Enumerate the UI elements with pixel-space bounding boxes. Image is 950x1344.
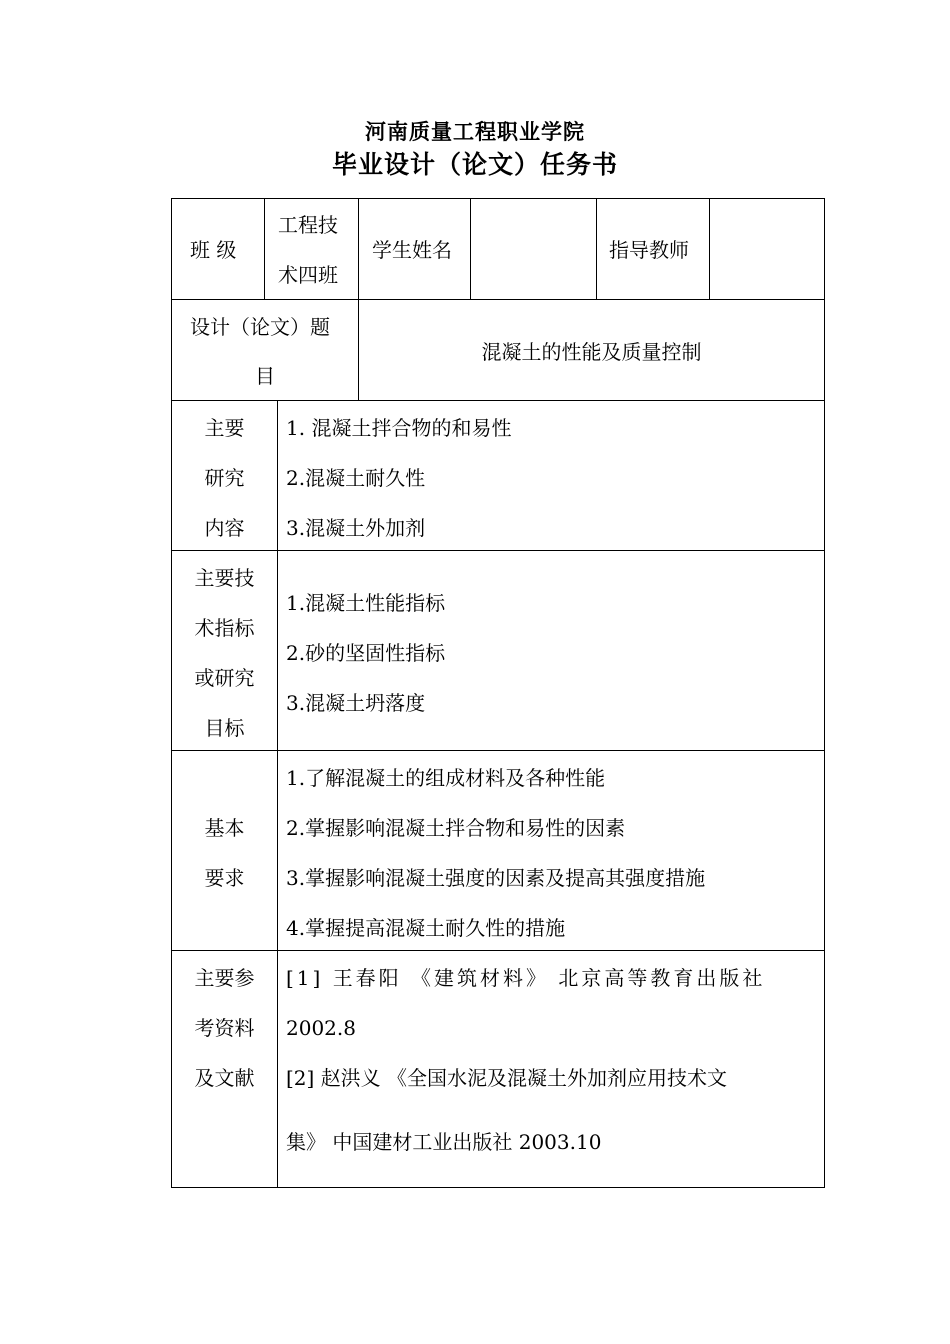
research-item-3: 3.混凝土外加剂	[286, 516, 426, 540]
research-item-1: 1. 混凝土拌合物的和易性	[286, 416, 512, 440]
class-label: 班 级	[190, 238, 237, 262]
requirements-label-2: 要求	[204, 866, 245, 890]
advisor-label: 指导教师	[609, 238, 689, 262]
references-label-1: 主要参	[194, 966, 255, 990]
research-item-2: 2.混凝土耐久性	[286, 466, 426, 490]
requirement-item-4: 4.掌握提高混凝土耐久性的措施	[286, 916, 566, 940]
student-name-label: 学生姓名	[372, 238, 452, 262]
references-label-3: 及文献	[194, 1066, 255, 1090]
research-label-1: 主要	[204, 416, 245, 440]
requirement-item-1: 1.了解混凝土的组成材料及各种性能	[286, 766, 606, 790]
requirement-item-2: 2.掌握影响混凝土拌合物和易性的因素	[286, 816, 626, 840]
document-title: 毕业设计（论文）任务书	[331, 150, 618, 179]
tech-item-1: 1.混凝土性能指标	[286, 591, 446, 615]
research-label-3: 内容	[204, 516, 245, 540]
tech-label-3: 或研究	[194, 666, 255, 690]
requirement-item-3: 3.掌握影响混凝土强度的因素及提高其强度措施	[286, 866, 706, 890]
reference-line-3: [2] 赵洪义 《全国水泥及混凝土外加剂应用技术文	[286, 1066, 728, 1090]
tech-label-2: 术指标	[194, 616, 255, 640]
tech-label-1: 主要技	[194, 566, 255, 590]
requirements-label-1: 基本	[204, 816, 245, 840]
topic-label-line2: 目	[255, 364, 275, 388]
tech-label-4: 目标	[204, 716, 245, 740]
class-value-line2: 术四班	[278, 263, 338, 287]
class-value-line1: 工程技	[278, 213, 338, 237]
tech-item-3: 3.混凝土坍落度	[286, 691, 426, 715]
research-label-2: 研究	[204, 466, 245, 490]
school-name: 河南质量工程职业学院	[365, 120, 585, 144]
references-label-2: 考资料	[194, 1016, 255, 1040]
tech-item-2: 2.砂的坚固性指标	[286, 641, 446, 665]
topic-label-line1: 设计（论文）题	[190, 315, 330, 339]
reference-line-1: [1] 王春阳 《建筑材料》 北京高等教育出版社	[286, 966, 766, 990]
reference-line-2: 2002.8	[286, 1016, 356, 1040]
reference-line-4: 集》 中国建材工业出版社 2003.10	[286, 1130, 602, 1154]
topic-value: 混凝土的性能及质量控制	[481, 340, 702, 364]
